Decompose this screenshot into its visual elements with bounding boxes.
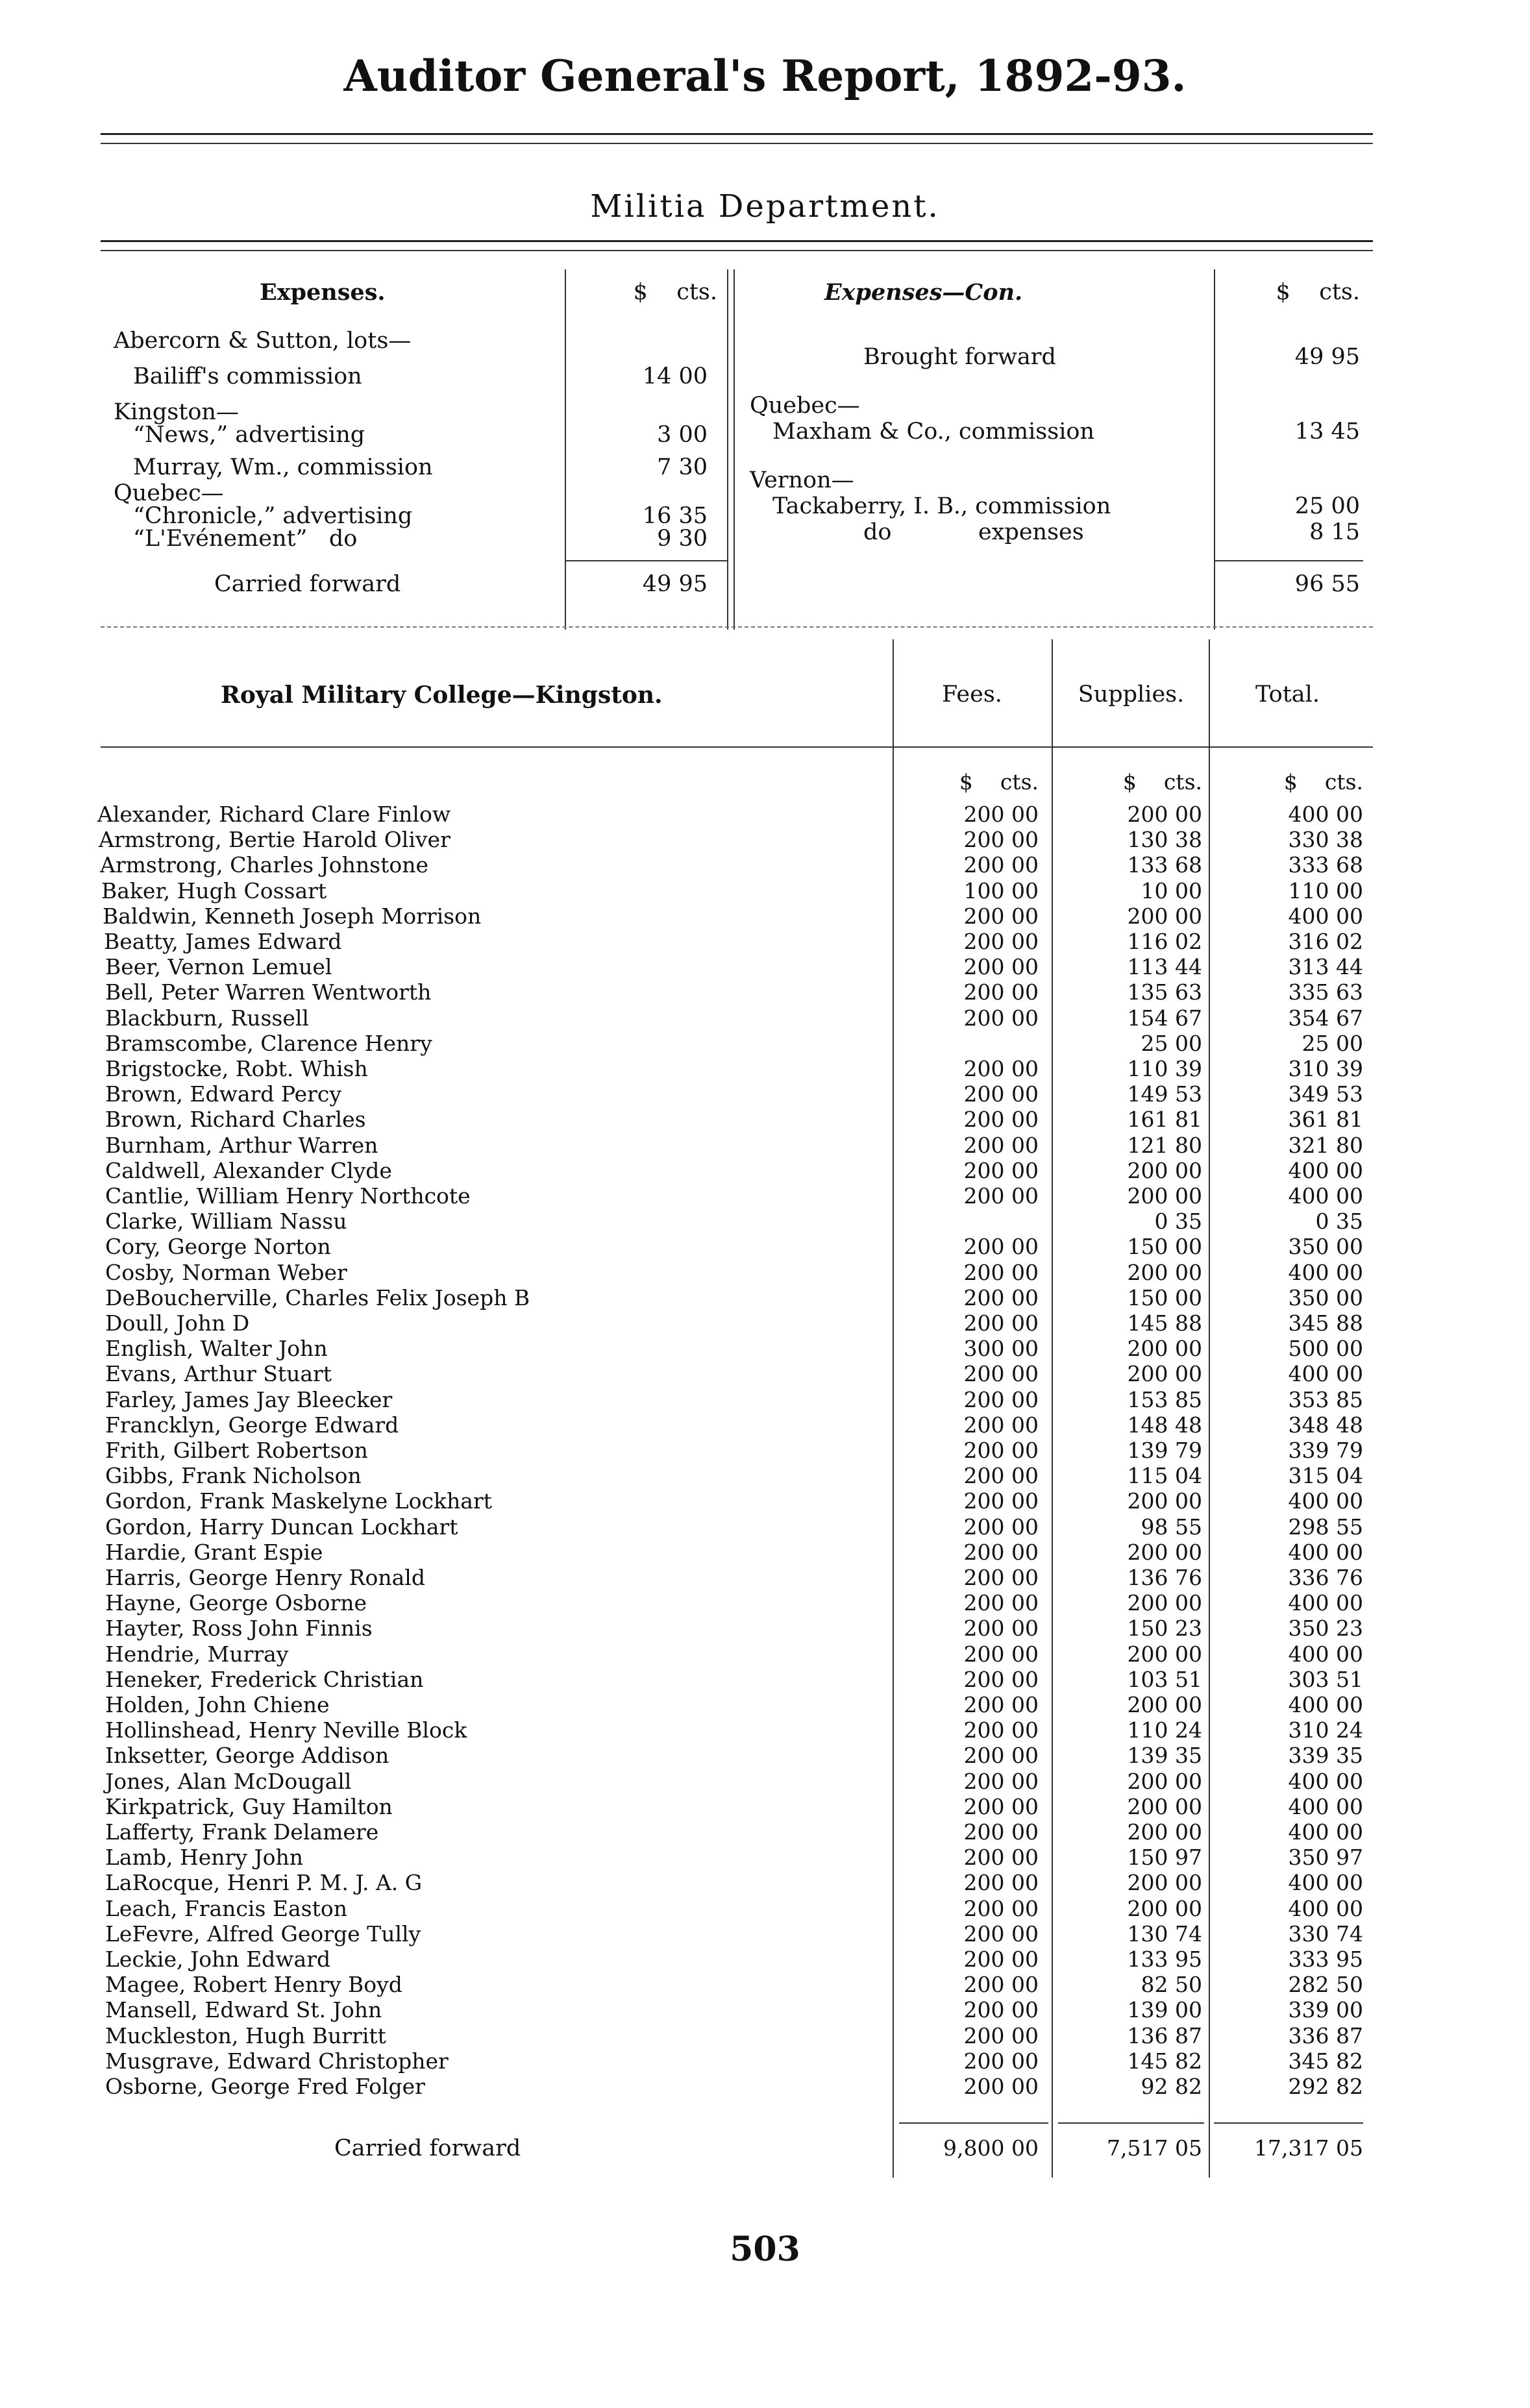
- col-divider: [1214, 269, 1215, 630]
- table-row-supplies: 200 00: [1127, 1641, 1202, 1667]
- units-heading: $ cts.: [633, 279, 717, 305]
- table-row-name: Frith, Gilbert Robertson: [105, 1438, 368, 1463]
- table-row-fees: 200 00: [963, 1514, 1039, 1540]
- table-row-supplies: 200 00: [1127, 1158, 1202, 1183]
- expense-line: Quebec—: [750, 393, 860, 419]
- expense-line: “L'Evénement” do: [133, 526, 358, 552]
- table-row-name: Leach, Francis Easton: [105, 1896, 347, 1921]
- table-row-fees: 200 00: [963, 1641, 1039, 1667]
- table-row-fees: 200 00: [963, 1005, 1039, 1031]
- table-row-total: 400 00: [1288, 1158, 1363, 1183]
- table-row-total: 500 00: [1288, 1336, 1363, 1361]
- table-row-supplies: 92 82: [1141, 2074, 1202, 2099]
- table-row-supplies: 10 00: [1141, 878, 1202, 903]
- table-row-total: 400 00: [1288, 1641, 1363, 1667]
- table-row-name: English, Walter John: [105, 1336, 328, 1361]
- table-row-fees: 200 00: [963, 1921, 1039, 1947]
- expense-line: Tackaberry, I. B., commission: [772, 493, 1111, 519]
- table-row-name: Clarke, William Nassu: [105, 1209, 347, 1234]
- table-row-fees: 200 00: [963, 929, 1039, 954]
- table-row-name: Farley, James Jay Bleecker: [105, 1387, 393, 1412]
- table-row-name: Hardie, Grant Espie: [105, 1540, 323, 1565]
- table-row-total: 400 00: [1288, 1488, 1363, 1514]
- brought-forward-label: Brought forward: [863, 344, 1056, 370]
- table-row-name: Doull, John D: [105, 1310, 250, 1336]
- table-row-total: 313 44: [1288, 954, 1363, 979]
- table-row-total: 333 68: [1288, 852, 1363, 878]
- table-row-fees: 200 00: [963, 1488, 1039, 1514]
- table-row-total: 400 00: [1288, 1590, 1363, 1616]
- table-row-supplies: 200 00: [1127, 1540, 1202, 1565]
- table-row-fees: 200 00: [963, 1667, 1039, 1692]
- table-row-supplies: 161 81: [1127, 1107, 1202, 1132]
- table-row-name: Armstrong, Bertie Harold Oliver: [99, 827, 450, 852]
- table-row-supplies: 121 80: [1127, 1133, 1202, 1158]
- table-row-total: 339 35: [1288, 1743, 1363, 1768]
- table-row-supplies: 130 74: [1127, 1921, 1202, 1947]
- table-row-total: 330 74: [1288, 1921, 1363, 1947]
- table-row-fees: 200 00: [963, 903, 1039, 929]
- table-row-supplies: 150 00: [1127, 1234, 1202, 1259]
- carried-forward-label: Carried forward: [334, 2135, 521, 2161]
- table-row-fees: 200 00: [963, 1438, 1039, 1463]
- table-row-total: 345 82: [1288, 2048, 1363, 2074]
- table-row-fees: 200 00: [963, 1743, 1039, 1768]
- table-row-name: Muckleston, Hugh Burritt: [105, 2023, 386, 2048]
- table-row-name: Hayter, Ross John Finnis: [105, 1616, 373, 1641]
- table-row-total: 400 00: [1288, 1692, 1363, 1717]
- table-row-fees: 200 00: [963, 1260, 1039, 1285]
- table-row-name: Cosby, Norman Weber: [105, 1260, 347, 1285]
- table-row-fees: 300 00: [963, 1336, 1039, 1361]
- table-row-supplies: 139 35: [1127, 1743, 1202, 1768]
- table-row-name: Armstrong, Charles Johnstone: [100, 852, 429, 878]
- table-row-fees: 200 00: [963, 954, 1039, 979]
- table-row-fees: 200 00: [963, 1717, 1039, 1743]
- expense-amount: 8 15: [1309, 519, 1360, 545]
- table-row-name: Osborne, George Fred Folger: [105, 2074, 425, 2099]
- table-row-total: 310 24: [1288, 1717, 1363, 1743]
- table-row-total: 292 82: [1288, 2074, 1363, 2099]
- table-row-total: 303 51: [1288, 1667, 1363, 1692]
- table-row-name: Holden, John Chiene: [105, 1692, 330, 1717]
- sum-rule: [565, 560, 727, 561]
- carried-fees: 9,800 00: [943, 2135, 1039, 2161]
- department-title: Militia Department.: [590, 188, 940, 225]
- expenses-con-heading: Expenses—Con.: [824, 279, 1023, 306]
- table-row-name: LaRocque, Henri P. M. J. A. G: [105, 1870, 423, 1895]
- sum-rule: [1214, 560, 1363, 561]
- table-row-total: 336 87: [1288, 2023, 1363, 2048]
- table-row-fees: 200 00: [963, 2048, 1039, 2074]
- table-row-fees: 200 00: [963, 1463, 1039, 1488]
- table-row-fees: 200 00: [963, 1769, 1039, 1794]
- table-row-supplies: 148 48: [1127, 1412, 1202, 1438]
- header-rule: [101, 746, 1373, 748]
- col-divider: [1209, 639, 1210, 2178]
- table-row-name: Jones, Alan McDougall: [105, 1769, 352, 1794]
- table-row-total: 350 00: [1288, 1234, 1363, 1259]
- total-amount: 96 55: [1294, 571, 1360, 597]
- table-row-fees: 200 00: [963, 1081, 1039, 1107]
- table-row-supplies: 150 97: [1127, 1845, 1202, 1870]
- table-row-total: 0 35: [1315, 1209, 1363, 1234]
- col-divider: [565, 269, 566, 630]
- table-row-total: 349 53: [1288, 1081, 1363, 1107]
- table-row-total: 400 00: [1288, 1260, 1363, 1285]
- table-row-supplies: 153 85: [1127, 1387, 1202, 1412]
- table-row-supplies: 145 82: [1127, 2048, 1202, 2074]
- table-row-name: Leckie, John Edward: [105, 1947, 331, 1972]
- table-row-fees: 200 00: [963, 1972, 1039, 1997]
- rmc-heading: Royal Military College—Kingston.: [221, 682, 663, 709]
- table-row-supplies: 200 00: [1127, 1260, 1202, 1285]
- section-rule: [101, 626, 1373, 628]
- table-row-name: Kirkpatrick, Guy Hamilton: [105, 1794, 393, 1819]
- table-row-name: Alexander, Richard Clare Finlow: [97, 802, 451, 827]
- table-row-supplies: 200 00: [1127, 1794, 1202, 1819]
- department-rule: [101, 240, 1373, 242]
- table-row-fees: 200 00: [963, 979, 1039, 1005]
- table-row-fees: 200 00: [963, 1133, 1039, 1158]
- table-row-supplies: 133 95: [1127, 1947, 1202, 1972]
- table-row-name: Beer, Vernon Lemuel: [105, 954, 332, 979]
- table-row-supplies: 139 00: [1127, 1997, 1202, 2022]
- table-row-fees: 200 00: [963, 1361, 1039, 1386]
- table-row-name: Musgrave, Edward Christopher: [105, 2048, 449, 2074]
- table-row-total: 400 00: [1288, 1540, 1363, 1565]
- total-heading: Total.: [1255, 682, 1320, 707]
- table-row-supplies: 0 35: [1154, 1209, 1202, 1234]
- table-row-total: 345 88: [1288, 1310, 1363, 1336]
- expense-line: Vernon—: [750, 467, 854, 493]
- table-row-total: 330 38: [1288, 827, 1363, 852]
- table-row-fees: 200 00: [963, 2023, 1039, 2048]
- expense-line: Bailiff's commission: [133, 363, 362, 389]
- table-row-name: Baker, Hugh Cossart: [101, 878, 327, 903]
- carried-supplies: 7,517 05: [1107, 2135, 1202, 2161]
- table-row-name: Gordon, Harry Duncan Lockhart: [105, 1514, 458, 1540]
- table-row-total: 336 76: [1288, 1565, 1363, 1590]
- table-row-fees: 200 00: [963, 1158, 1039, 1183]
- table-row-supplies: 82 50: [1141, 1972, 1202, 1997]
- expense-line: Murray, Wm., commission: [133, 454, 433, 480]
- table-row-fees: 200 00: [963, 827, 1039, 852]
- table-row-supplies: 200 00: [1127, 1590, 1202, 1616]
- table-row-total: 400 00: [1288, 802, 1363, 827]
- title-rule-2: [101, 143, 1373, 144]
- table-row-total: 400 00: [1288, 1361, 1363, 1386]
- table-row-fees: 200 00: [963, 1107, 1039, 1132]
- table-row-supplies: 110 24: [1127, 1717, 1202, 1743]
- sum-rule: [1214, 2122, 1363, 2124]
- expense-amount: 25 00: [1294, 493, 1360, 519]
- brought-forward-amount: 49 95: [1294, 344, 1360, 370]
- table-row-supplies: 200 00: [1127, 1183, 1202, 1209]
- table-row-name: Bramscombe, Clarence Henry: [105, 1031, 432, 1056]
- expense-amount: 9 30: [657, 526, 708, 552]
- table-row-name: Brown, Richard Charles: [105, 1107, 366, 1132]
- table-row-supplies: 133 68: [1127, 852, 1202, 878]
- table-row-name: Brigstocke, Robt. Whish: [105, 1056, 368, 1081]
- expense-amount: 14 00: [642, 363, 708, 389]
- table-row-supplies: 200 00: [1127, 1896, 1202, 1921]
- table-row-total: 400 00: [1288, 1819, 1363, 1845]
- table-row-total: 339 00: [1288, 1997, 1363, 2022]
- table-row-total: 321 80: [1288, 1133, 1363, 1158]
- table-row-total: 350 97: [1288, 1845, 1363, 1870]
- expense-line: “News,” advertising: [133, 422, 365, 448]
- sum-rule: [1058, 2122, 1204, 2124]
- table-row-supplies: 154 67: [1127, 1005, 1202, 1031]
- table-row-name: Cantlie, William Henry Northcote: [105, 1183, 471, 1209]
- table-row-supplies: 113 44: [1127, 954, 1202, 979]
- title-rule: [101, 133, 1373, 135]
- table-row-total: 339 79: [1288, 1438, 1363, 1463]
- table-row-fees: 200 00: [963, 1590, 1039, 1616]
- table-row-total: 315 04: [1288, 1463, 1363, 1488]
- table-row-total: 350 23: [1288, 1616, 1363, 1641]
- table-row-supplies: 200 00: [1127, 1488, 1202, 1514]
- expense-line: Kingston—: [114, 399, 239, 425]
- table-row-total: 400 00: [1288, 1183, 1363, 1209]
- table-row-supplies: 150 23: [1127, 1616, 1202, 1641]
- table-row-supplies: 103 51: [1127, 1667, 1202, 1692]
- table-row-name: Blackburn, Russell: [105, 1005, 309, 1031]
- table-row-name: Lafferty, Frank Delamere: [105, 1819, 379, 1845]
- table-row-total: 400 00: [1288, 1896, 1363, 1921]
- table-row-fees: 200 00: [963, 1692, 1039, 1717]
- expense-line: Quebec—: [114, 480, 224, 506]
- page-number: 503: [730, 2230, 800, 2269]
- table-row-total: 400 00: [1288, 1769, 1363, 1794]
- col-divider: [734, 269, 735, 630]
- table-row-supplies: 200 00: [1127, 1692, 1202, 1717]
- expense-amount: 13 45: [1294, 419, 1360, 445]
- table-row-name: Hayne, George Osborne: [105, 1590, 367, 1616]
- table-row-supplies: 110 39: [1127, 1056, 1202, 1081]
- table-row-fees: 200 00: [963, 1845, 1039, 1870]
- expense-line: do expenses: [863, 519, 1084, 545]
- table-row-supplies: 25 00: [1141, 1031, 1202, 1056]
- table-row-fees: 200 00: [963, 802, 1039, 827]
- table-row-fees: 200 00: [963, 1794, 1039, 1819]
- table-row-fees: 200 00: [963, 1565, 1039, 1590]
- units-label: $ cts.: [1122, 769, 1202, 794]
- table-row-supplies: 200 00: [1127, 1361, 1202, 1386]
- table-row-name: Hendrie, Murray: [105, 1641, 289, 1667]
- table-row-name: Lamb, Henry John: [105, 1845, 304, 1870]
- table-row-fees: 200 00: [963, 1056, 1039, 1081]
- carried-total: 17,317 05: [1254, 2135, 1363, 2161]
- table-row-fees: 200 00: [963, 2074, 1039, 2099]
- units-label: $ cts.: [959, 769, 1039, 794]
- table-row-fees: 200 00: [963, 1997, 1039, 2022]
- table-row-supplies: 116 02: [1127, 929, 1202, 954]
- table-row-total: 348 48: [1288, 1412, 1363, 1438]
- col-divider: [727, 269, 728, 630]
- table-row-name: Baldwin, Kenneth Joseph Morrison: [103, 903, 482, 929]
- table-row-fees: 200 00: [963, 1540, 1039, 1565]
- table-row-supplies: 136 76: [1127, 1565, 1202, 1590]
- table-row-name: LeFevre, Alfred George Tully: [105, 1921, 421, 1947]
- table-row-name: Brown, Edward Percy: [105, 1081, 342, 1107]
- table-row-name: Magee, Robert Henry Boyd: [105, 1972, 402, 1997]
- table-row-name: Hollinshead, Henry Neville Block: [105, 1717, 467, 1743]
- table-row-fees: 200 00: [963, 1819, 1039, 1845]
- table-row-supplies: 139 79: [1127, 1438, 1202, 1463]
- table-row-fees: 200 00: [963, 1285, 1039, 1310]
- table-row-supplies: 130 38: [1127, 827, 1202, 852]
- table-row-supplies: 200 00: [1127, 1769, 1202, 1794]
- table-row-total: 400 00: [1288, 1794, 1363, 1819]
- col-divider: [1052, 639, 1053, 2178]
- table-row-supplies: 98 55: [1141, 1514, 1202, 1540]
- table-row-fees: 200 00: [963, 1870, 1039, 1895]
- table-row-fees: 200 00: [963, 1234, 1039, 1259]
- table-row-fees: 200 00: [963, 852, 1039, 878]
- table-row-supplies: 145 88: [1127, 1310, 1202, 1336]
- table-row-total: 400 00: [1288, 903, 1363, 929]
- table-row-total: 316 02: [1288, 929, 1363, 954]
- table-row-total: 353 85: [1288, 1387, 1363, 1412]
- table-row-name: Mansell, Edward St. John: [105, 1997, 382, 2022]
- table-row-supplies: 200 00: [1127, 802, 1202, 827]
- table-row-name: Harris, George Henry Ronald: [105, 1565, 425, 1590]
- table-row-total: 333 95: [1288, 1947, 1363, 1972]
- table-row-supplies: 136 87: [1127, 2023, 1202, 2048]
- units-heading: $ cts.: [1276, 279, 1360, 305]
- table-row-fees: 200 00: [963, 1947, 1039, 1972]
- table-row-supplies: 200 00: [1127, 1336, 1202, 1361]
- table-row-name: Caldwell, Alexander Clyde: [105, 1158, 392, 1183]
- table-row-total: 354 67: [1288, 1005, 1363, 1031]
- table-row-name: Beatty, James Edward: [104, 929, 342, 954]
- expense-line: Abercorn & Sutton, lots—: [114, 328, 412, 354]
- department-rule-2: [101, 250, 1373, 251]
- table-row-supplies: 200 00: [1127, 1819, 1202, 1845]
- expense-amount: 16 35: [642, 503, 708, 529]
- expenses-heading: Expenses.: [260, 279, 386, 306]
- table-row-supplies: 200 00: [1127, 903, 1202, 929]
- page-title: Auditor General's Report, 1892-93.: [343, 51, 1187, 101]
- table-row-fees: 200 00: [963, 1616, 1039, 1641]
- table-row-name: Evans, Arthur Stuart: [105, 1361, 332, 1386]
- table-row-total: 361 81: [1288, 1107, 1363, 1132]
- table-row-fees: 200 00: [963, 1310, 1039, 1336]
- table-row-supplies: 115 04: [1127, 1463, 1202, 1488]
- units-label: $ cts.: [1283, 769, 1363, 794]
- carried-forward-amount: 49 95: [642, 571, 708, 597]
- sum-rule: [899, 2122, 1048, 2124]
- expense-line: Maxham & Co., commission: [772, 419, 1095, 445]
- table-row-total: 282 50: [1288, 1972, 1363, 1997]
- table-row-total: 298 55: [1288, 1514, 1363, 1540]
- table-row-total: 310 39: [1288, 1056, 1363, 1081]
- table-row-fees: 200 00: [963, 1387, 1039, 1412]
- table-row-fees: 100 00: [963, 878, 1039, 903]
- table-row-name: Burnham, Arthur Warren: [105, 1133, 378, 1158]
- carried-forward-label: Carried forward: [214, 571, 401, 597]
- expense-amount: 7 30: [657, 454, 708, 480]
- table-row-name: DeBoucherville, Charles Felix Joseph B: [105, 1285, 530, 1310]
- table-row-name: Francklyn, George Edward: [105, 1412, 399, 1438]
- table-row-total: 400 00: [1288, 1870, 1363, 1895]
- table-row-name: Cory, George Norton: [105, 1234, 331, 1259]
- supplies-heading: Supplies.: [1078, 682, 1185, 707]
- table-row-fees: 200 00: [963, 1183, 1039, 1209]
- table-row-name: Heneker, Frederick Christian: [105, 1667, 424, 1692]
- table-row-supplies: 200 00: [1127, 1870, 1202, 1895]
- table-row-name: Bell, Peter Warren Wentworth: [105, 979, 432, 1005]
- table-row-total: 25 00: [1302, 1031, 1363, 1056]
- fees-heading: Fees.: [942, 682, 1002, 707]
- table-row-total: 335 63: [1288, 979, 1363, 1005]
- table-row-fees: 200 00: [963, 1896, 1039, 1921]
- table-row-name: Inksetter, George Addison: [105, 1743, 389, 1768]
- table-row-supplies: 149 53: [1127, 1081, 1202, 1107]
- table-row-total: 110 00: [1288, 878, 1363, 903]
- table-row-name: Gordon, Frank Maskelyne Lockhart: [105, 1488, 492, 1514]
- table-row-supplies: 150 00: [1127, 1285, 1202, 1310]
- expense-line: “Chronicle,” advertising: [133, 503, 413, 529]
- expense-amount: 3 00: [657, 422, 708, 448]
- table-row-fees: 200 00: [963, 1412, 1039, 1438]
- table-row-supplies: 135 63: [1127, 979, 1202, 1005]
- col-divider: [893, 639, 894, 2178]
- table-row-total: 350 00: [1288, 1285, 1363, 1310]
- table-row-name: Gibbs, Frank Nicholson: [105, 1463, 362, 1488]
